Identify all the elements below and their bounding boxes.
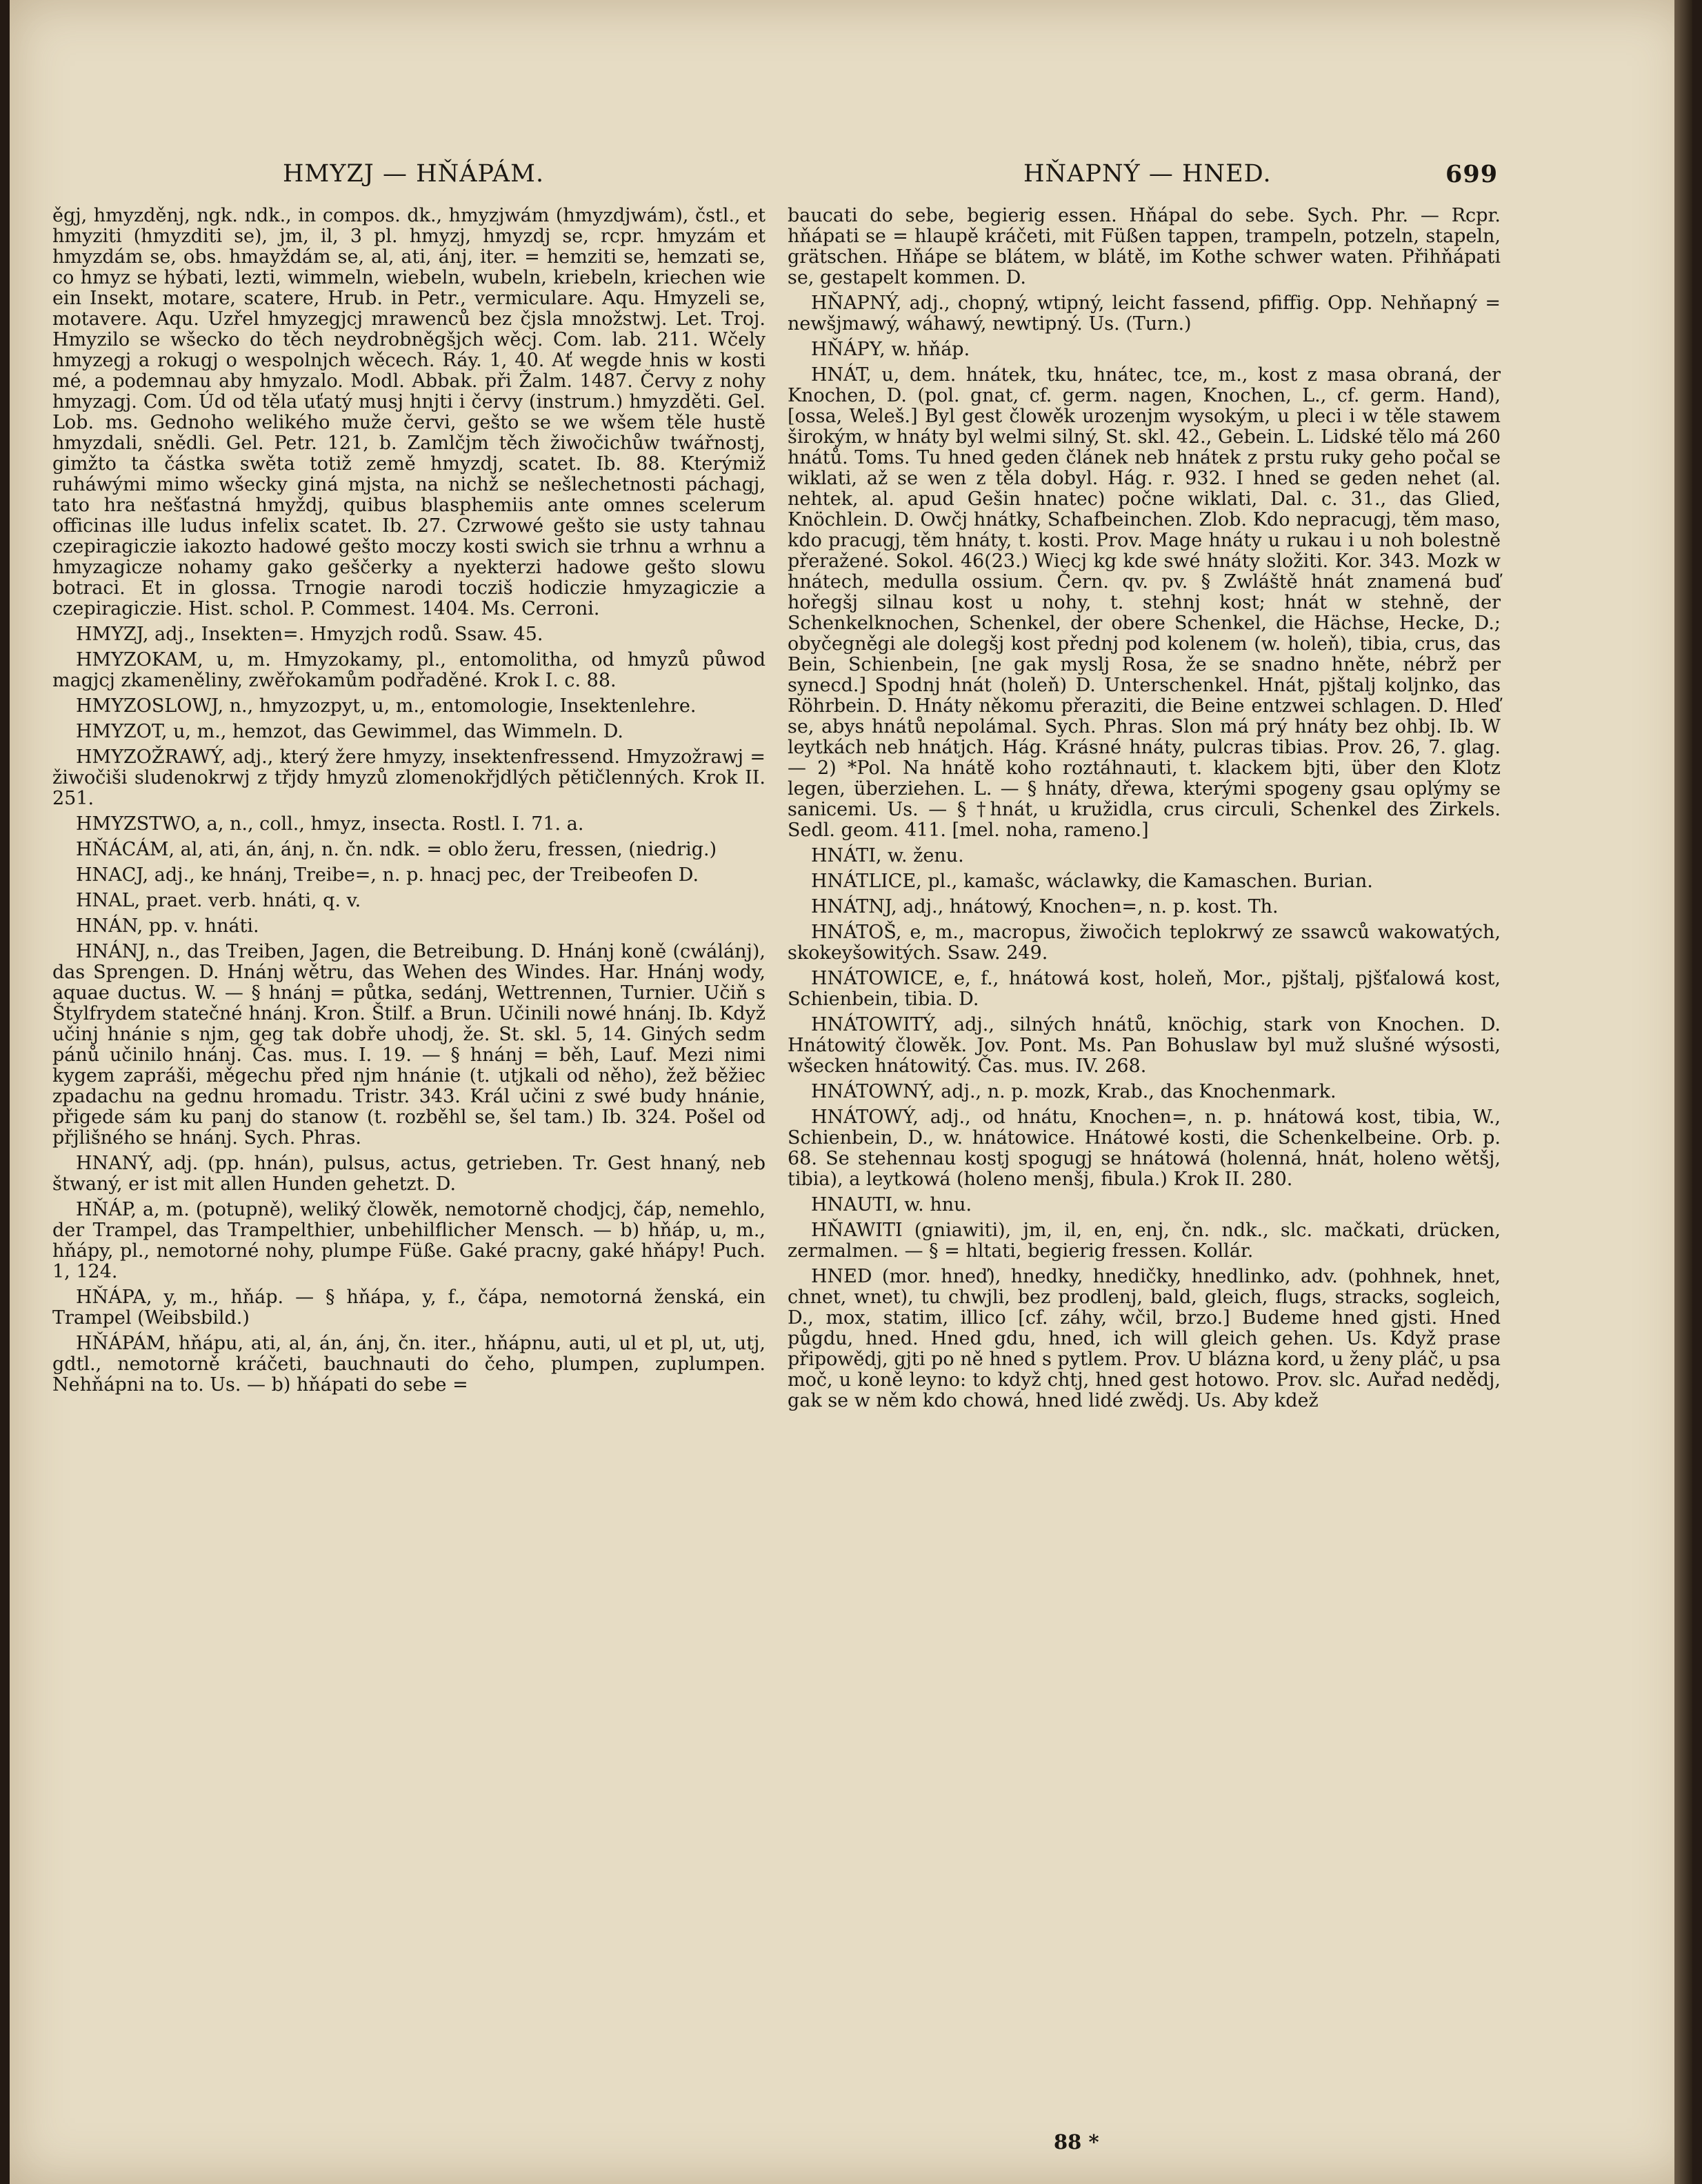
- dictionary-entry: HNÁTNJ, adj., hnátowý, Knochen=, n. p. kost. Th.: [811, 896, 1279, 917]
- dictionary-page: [10, 0, 1692, 2184]
- dictionary-entry: HNANÝ, adj. (pp. hnán), pulsus, actus, getrieben. Tr. Gest hnaný, neb štwaný, er ist mit allen Hunden gehetzt. D.: [52, 1153, 765, 1195]
- dictionary-entry: HNÁTLICE, pl., kamašc, wáclawky, die Kamaschen. Burian.: [811, 871, 1373, 892]
- dictionary-entry: HMYZSTWO, a, n., coll., hmyz, insecta. Rostl. I. 71. a.: [76, 813, 584, 835]
- left-running-header: HMYZJ — HŇÁPÁM.: [283, 160, 545, 188]
- dictionary-entry: HNÁNJ, n., das Treiben, Jagen, die Betreibung. D. Hnánj koně (cwálánj), das Sprengen. D. Hnánj wětru, das Wehen des Windes. Har. Hnánj wody, aquae ductus. W. — § hnánj = půtka, sedánj, Wettrennen, Turnier. Učiň s Štylfrydem statečné hnánj. Kron. Štilf. a Brun. Učinili nowé hnánj. Ib. Když učinj hnánie s njm, geg tak dobře uhodj, že. St. skl. 5, 14. Giných sedm pánů učinilo hnánj. Čas. mus. I. 19. — § hnánj = běh, Lauf. Mezi nimi kygem zapráši, měgechu před njm hnánie (t. utjkali od něho), žež běžiec zpadachu na gednu hromadu. Tristr. 343. Král učini z swé budy hnánie, přigede sám ku panj do stanow (t. rozběhl se, šel tam.) Ib. 324. Pošel od přjlišného se hnánj. Sych. Phras.: [52, 941, 765, 1149]
- dictionary-entry: HŇÁPA, y, m., hňáp. — § hňápa, y, f., čápa, nemotorná ženská, ein Trampel (Weibsbild.): [52, 1287, 765, 1329]
- dictionary-entry: HŇÁPY, w. hňáp.: [811, 339, 970, 360]
- page-edge: [1674, 0, 1692, 2184]
- signature-mark: 88 *: [1054, 2130, 1099, 2154]
- dictionary-entry: HNÁTOŠ, e, m., macropus, žiwočich teplokrwý ze ssawců wakowatých, skokeyšowitých. Ssaw. 249.: [788, 922, 1501, 964]
- dictionary-entry: HŇÁCÁM, al, ati, án, ánj, n. čn. ndk. = oblo žeru, fressen, (niedrig.): [76, 839, 717, 860]
- dictionary-entry: HMYZOŽRAWÝ, adj., který žere hmyzy, insektenfressend. Hmyzožrawj = žiwočiši sludenokrwj z třjdy hmyzů zlomenokřjdlých pětičlenných. Krok II. 251.: [52, 746, 765, 809]
- dictionary-entry: HMYZOT, u, m., hemzot, das Gewimmel, das Wimmeln. D.: [76, 721, 623, 742]
- dictionary-entry: HMYZOKAM, u, m. Hmyzokamy, pl., entomolitha, od hmyzů půwod magjcj zkameněliny, zwěřokamům podřaděné. Krok I. c. 88.: [52, 649, 765, 691]
- dictionary-entry: HNÁTOWÝ, adj., od hnátu, Knochen=, n. p. hnátowá kost, tibia, W., Schienbein, D., w. hnátowice. Hnátowé kosti, die Schenkelbeine. Orb. p. 68. Se stehennau kostj spogugj se hnátowá (holenná, hnát, holeno wětšj, tibia), a leytkowá (holeno menšj, fibula.) Krok II. 280.: [788, 1106, 1501, 1190]
- dictionary-entry: HNED (mor. hneď), hnedky, hnedičky, hnedlinko, adv. (pohhnek, hnet, chnet, wnet), tu chwjli, bez prodlenj, bald, gleich, flugs, stracks, sogleich, D., mox, statim, illico [cf. záhy, wčil, brzo.] Budeme hned gjsti. Hned půgdu, hned. Hned gdu, hned, ich will gleich gehen. Us. Když prase připowědj, gjti po ně hned s pytlem. Prov. U blázna kord, u ženy pláč, u psa moč, u koně leyno: to když chtj, hned gest hotowo. Prov. slc. Auřad nedědj, gak se w něm kdo chowá, hned lidé zwědj. Us. Aby kdež: [788, 1266, 1501, 1411]
- right-running-header: HŇAPNÝ — HNED.: [1023, 160, 1272, 188]
- dictionary-entry: HŇÁPÁM, hňápu, ati, al, án, ánj, čn. iter., hňápnu, auti, ul et pl, ut, utj, gdtl., nemotorně kráčeti, bauchnauti do čeho, plumpen, zuplumpen. Nehňápni na to. Us. — b) hňápati do sebe =: [52, 1333, 765, 1396]
- dictionary-entry: HMYZJ, adj., Insekten=. Hmyzjch rodů. Ssaw. 45.: [76, 624, 543, 645]
- dictionary-entry: HNACJ, adj., ke hnánj, Treibe=, n. p. hnacj pec, der Treibeofen D.: [76, 864, 699, 886]
- dictionary-entry: HNÁTOWNÝ, adj., n. p. mozk, Krab., das Knochenmark.: [811, 1081, 1336, 1102]
- dictionary-entry: HŇÁP, a, m. (potupně), weliký člowěk, nemotorně chodjcj, čáp, nemehlo, der Trampel, das Trampelthier, unbehilflicher Mensch. — b) hňáp, u, m., hňápy, pl., nemotorné nohy, plumpe Füße. Gaké pracny, gaké hňápy! Puch. 1, 124.: [52, 1199, 765, 1282]
- dictionary-entry: HNAL, praet. verb. hnáti, q. v.: [76, 890, 361, 911]
- right-column: [788, 206, 1501, 1416]
- dictionary-entry: HNÁTI, w. ženu.: [811, 845, 964, 866]
- dictionary-entry: HNÁN, pp. v. hnáti.: [76, 915, 259, 937]
- page-number: 699: [1445, 160, 1499, 188]
- dictionary-entry: HMYZOSLOWJ, n., hmyzozpyt, u, m., entomologie, Insektenlehre.: [76, 695, 697, 717]
- dictionary-entry: HŇAWITI (gniawiti), jm, il, en, enj, čn. ndk., slc. mačkati, drücken, zermalmen. — § = hltati, begierig fressen. Kollár.: [788, 1220, 1501, 1262]
- dictionary-entry: HNÁTOWITÝ, adj., silných hnátů, knöchig, stark von Knochen. D. Hnátowitý člowěk. Jov. Pont. Ms. Pan Bohuslaw byl muž slušné wýsosti, wšecken hnátowitý. Čas. mus. IV. 268.: [788, 1014, 1501, 1077]
- dictionary-entry: ěgj, hmyzděnj, ngk. ndk., in compos. dk., hmyzjwám (hmyzdjwám), čstl., et hmyziti (hmyzditi se), jm, il, 3 pl. hmyzj, hmyzdj se, rcpr. hmyzám et hmyzdám se, obs. hmayždám se, al, ati, ánj, iter. = hemziti se, hemzati se, co hmyz se hýbati, lezti, wimmeln, wiebeln, wubeln, kriebeln, kriechen wie ein Insekt, motare, scatere, Hrub. in Petr., vermiculare. Aqu. Hmyzeli se, motavere. Aqu. Uzřel hmyzegjcj mrawenců bez čjsla množstwj. Let. Troj. Hmyzilo se wšecko do těch neydrobněgšjch wěcj. Com. lab. 211. Wčely hmyzegj a rokugj o wespolnjch wěcech. Ráy. 1, 40. Ať wegde hnis w kosti mé, a podemnau aby hmyzalo. Modl. Abbak. při Žalm. 1487. Červy z nohy hmyzagj. Com. Úd od těla uťatý musj hnjti i červy (instrum.) hmyzděti. Gel. Lob. ms. Gednoho welikého muže červi, gešto se we wšem těle hustě hmyzdali, snědli. Gel. Petr. 121, b. Zamlčjm těch žiwočichůw twářnostj, gimžto ta částka swěta totiž země hmyzdj, scatet. Ib. 88. Kterýmiž ruháwými mimo wšecky giná mjsta, na nichž se nešlechetnosti páchagj, tato hra nešťastná hmyždj, quibus blasphemiis ante omnes scelerum officinas ille ludus infelix scatet. Ib. 27. Czrwowé gešto sie usty tahnau czepiragiczie iakozto hadowé gešto moczy kosti swich sie trhnu a wrhnu a hmyzagicze nohamy gako geščerky a nyekterzi hadowe gešto slowu botraci. Et in glossa. Trnogie narodi tocziš hodiczie hmyzagiczie a czepiragiczie. Hist. schol. P. Commest. 1404. Ms. Cerroni.: [52, 205, 765, 619]
- dictionary-entry: baucati do sebe, begierig essen. Hňápal do sebe. Sych. Phr. — Rcpr. hňápati se = hlaupě kráčeti, mit Füßen tappen, trampeln, potzeln, stapeln, grätschen. Hňápe se blátem, w blátě, im Kothe schwer waten. Přihňápati se, gestapelt kommen. D.: [788, 205, 1501, 288]
- dictionary-entry: HŇAPNÝ, adj., chopný, wtipný, leicht fassend, pfiffig. Opp. Nehňapný = newšjmawý, wáhawý, newtipný. Us. (Turn.): [788, 292, 1501, 335]
- left-column: [52, 206, 765, 1400]
- dictionary-entry: HNÁT, u, dem. hnátek, tku, hnátec, tce, m., kost z masa obraná, der Knochen, D. (pol. gnat, cf. germ. nagen, Knochen, L., cf. germ. Hand), [ossa, Weleš.] Byl gest člowěk urozenjm wysokým, u pleci i w těle stawem širokým, w hnáty byl welmi silný, St. skl. 42., Gebein. L. Lidské tělo má 260 hnátů. Toms. Tu hned geden článek neb hnátek z prstu ruky geho počal se wiklati, až se wen z těla dobyl. Hág. r. 932. I hned se geden nehet (al. nehtek, al. apud Gešin hnatec) počne wiklati, Dal. c. 31., das Glied, Knöchlein. D. Owčj hnátky, Schafbeinchen. Zlob. Kdo nepracugj, těm maso, kdo pracugj, těm hnáty, t. kosti. Prov. Mage hnáty u rukau i u noh bolestně přeražené. Sokol. 46(23.) Wiecj kg kde swé hnáty složiti. Kor. 343. Mozk w hnátech, medulla ossium. Čern. qv. pv. § Zwláště hnát znamená buď hořegšj silnau kost u nohy, t. stehnj kost; hnát w stehně, der Schenkelknochen, Schenkel, der obere Schenkel, die Hächse, Hecke, D.; obyčegněgi ale dolegšj kost přednj pod kolenem (w. holeň), tibia, crus, das Bein, Schienbein, [ne gak myslj Rosa, že se snadno hněte, nébrž per synecd.] Spodnj hnát (holeň) D. Unterschenkel. Hnát, pjštalj koljnko, das Röhrbein. D. Hnáty někomu přeraziti, die Beine entzwei schlagen. D. Hleď se, abys hnátů nepolámal. Sych. Phras. Slon má prý hnáty bez ohbj. Ib. W leytkách neb hnátjch. Hág. Krásné hnáty, pulcras tibias. Prov. 26, 7. glag. — 2) *Pol. Na hnátě koho roztáhnauti, t. klackem bjti, über den Klotz legen, überziehen. L. — § hnáty, dřewa, kterými spogeny gsau oplýmy se sanicemi. Us. — § †hnát, u kružidla, crus circuli, Schenkel des Zirkels. Sedl. geom. 411. [mel. noha, rameno.]: [788, 364, 1501, 841]
- dictionary-entry: HNAUTI, w. hnu.: [811, 1194, 972, 1215]
- dictionary-entry: HNÁTOWICE, e, f., hnátowá kost, holeň, Mor., pjštalj, pjšťalowá kost, Schienbein, tibia. D.: [788, 968, 1501, 1010]
